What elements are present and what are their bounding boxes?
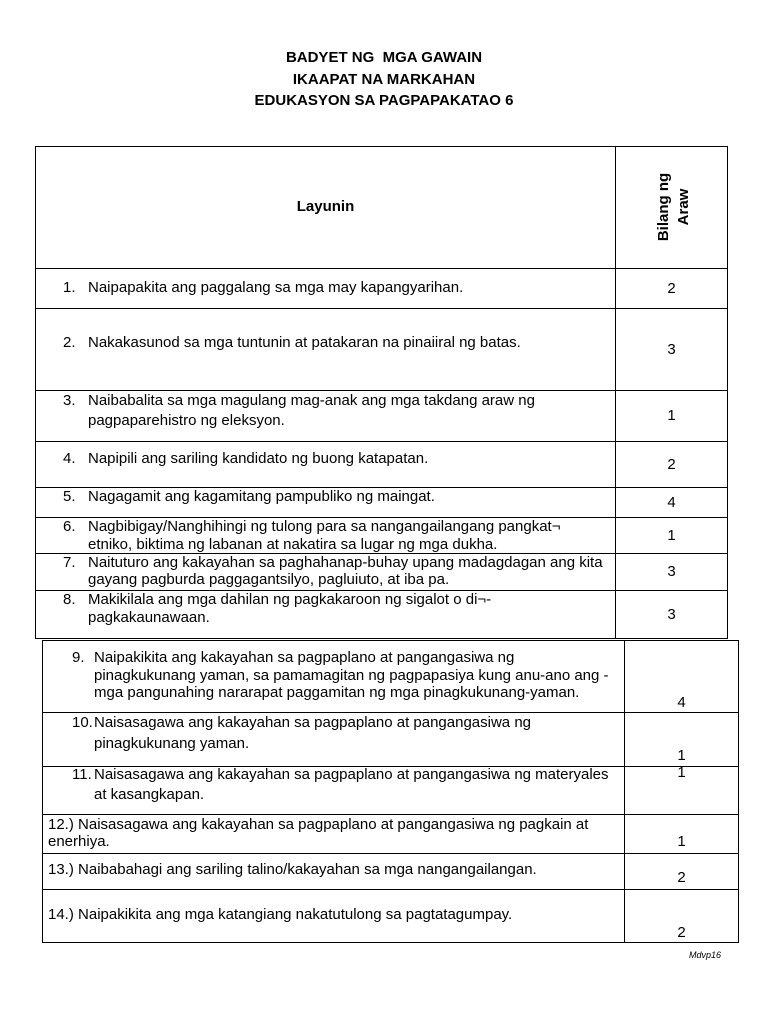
days-column-header bbox=[654, 173, 694, 241]
objective-text bbox=[48, 816, 588, 850]
days-value: 3 bbox=[667, 563, 676, 580]
item-number: 3. bbox=[63, 392, 76, 409]
days-value: 1 bbox=[677, 833, 686, 850]
table-row bbox=[42, 814, 739, 854]
days-value: 2 bbox=[667, 455, 676, 473]
days-cell bbox=[615, 391, 727, 441]
subtitle-line: IKAAPAT NA MARKAHAN bbox=[292, 70, 476, 88]
item-number: 6. bbox=[63, 518, 76, 535]
objective-text bbox=[88, 488, 435, 506]
objective-text bbox=[88, 591, 491, 627]
activity-budget-table-part-1 bbox=[35, 146, 728, 639]
objective-text-line: etniko, biktima ng labanan at nakatira sa lugar ng mga dukha. bbox=[88, 536, 498, 553]
days-value: 4 bbox=[677, 694, 686, 711]
days-cell bbox=[615, 269, 727, 308]
item-number: 13.) bbox=[48, 861, 74, 878]
document-code: Mdvp16 bbox=[689, 950, 722, 960]
days-value: 3 bbox=[667, 340, 676, 358]
objective-text-line: Naipapakita ang paggalang sa mga may kapangyarihan. bbox=[88, 279, 464, 296]
table-row bbox=[35, 553, 728, 591]
objective-text-line: Nakakasunod sa mga tuntunin at patakaran na pinaiiral ng batas. bbox=[88, 334, 521, 351]
objective-text-content: Naisasagawa ang kakayahan sa pagpaplano at pangangasiwa ng pagkain at bbox=[78, 816, 589, 833]
days-cell bbox=[615, 309, 727, 390]
days-header-line: Bilang ng bbox=[655, 172, 672, 242]
table-row bbox=[42, 766, 739, 815]
objective-text-line: pagkakaunawaan. bbox=[88, 609, 210, 626]
table-row bbox=[42, 853, 739, 890]
days-value: 1 bbox=[667, 526, 676, 544]
days-cell bbox=[615, 518, 727, 553]
days-cell bbox=[624, 890, 738, 942]
objective-text-line bbox=[48, 861, 537, 879]
objective-text bbox=[88, 518, 560, 554]
objective-text-content: Naibabahagi ang sariling talino/kakayahan sa mga nangangailangan. bbox=[78, 861, 537, 878]
objective-text-line: Naisasagawa ang kakayahan sa pagpaplano at pangangasiwa ng materyales bbox=[94, 766, 609, 783]
table-row bbox=[35, 268, 728, 309]
item-number: 8. bbox=[63, 591, 76, 608]
objective-text-line: pinagkukunang yaman, sa pamamagitan ng pagpapasiya kung anu-ano ang - bbox=[94, 666, 609, 684]
objective-text bbox=[94, 649, 609, 702]
table-row bbox=[42, 712, 739, 767]
objective-text-line bbox=[48, 816, 588, 833]
objective-text-line bbox=[48, 906, 512, 924]
objective-text-line: pinagkukunang yaman. bbox=[94, 735, 250, 752]
objective-text bbox=[88, 391, 535, 431]
objective-text-line: at kasangkapan. bbox=[94, 786, 205, 803]
item-number: 14.) bbox=[48, 906, 74, 923]
objective-text-line: Naisasagawa ang kakayahan sa pagpaplano at pangangasiwa ng bbox=[94, 714, 531, 731]
objective-text-line: Nagagamit ang kagamitang pampubliko ng maingat. bbox=[88, 488, 435, 505]
objective-text-line: Naituturo ang kakayahan sa paghahanap-buhay upang madagdagan ang kita bbox=[88, 554, 603, 571]
table-row bbox=[35, 308, 728, 391]
table-row bbox=[42, 889, 739, 943]
objective-text bbox=[48, 906, 512, 924]
item-number: 7. bbox=[63, 554, 76, 571]
table-row bbox=[35, 590, 728, 639]
days-cell bbox=[615, 554, 727, 590]
days-value: 2 bbox=[677, 924, 686, 941]
table-row bbox=[35, 441, 728, 488]
days-cell bbox=[615, 591, 727, 638]
objective-text-line: enerhiya. bbox=[48, 833, 110, 850]
title-line: BADYET NG MGA GAWAIN bbox=[285, 49, 483, 66]
item-number: 10. bbox=[72, 714, 93, 731]
table-row bbox=[42, 640, 739, 713]
item-number: 5. bbox=[63, 488, 76, 505]
table-row bbox=[35, 487, 728, 518]
item-number: 2. bbox=[63, 334, 76, 351]
days-cell bbox=[615, 488, 727, 517]
item-number: 11. bbox=[72, 766, 92, 783]
table-row bbox=[35, 517, 728, 554]
item-number: 1. bbox=[63, 279, 76, 296]
days-value: 1 bbox=[667, 407, 676, 424]
days-value: 2 bbox=[667, 279, 676, 297]
objective-text bbox=[88, 279, 463, 297]
subject-line: EDUKASYON SA PAGPAPAKATAO 6 bbox=[254, 92, 514, 109]
item-number: 12.) bbox=[48, 816, 74, 833]
objective-text bbox=[94, 712, 531, 754]
table-row bbox=[35, 390, 728, 442]
table-header-row bbox=[35, 146, 728, 269]
days-cell bbox=[624, 641, 738, 712]
days-cell bbox=[615, 442, 727, 487]
objective-text-content: Naipakikita ang mga katangiang nakatutulong sa pagtatagumpay. bbox=[78, 906, 513, 923]
objective-text-line: mga pangunahing nararapat paggamitan ng mga pinagkukunang-yaman. bbox=[94, 684, 580, 701]
objective-text-line: gayang pagburda paggagantsilyo, pagluiuto, at iba pa. bbox=[88, 571, 450, 588]
objective-text bbox=[94, 765, 609, 805]
activity-budget-table-part-2 bbox=[42, 640, 739, 943]
objective-text-line: Makikilala ang mga dahilan ng pagkakaroon ng sigalot o di¬- bbox=[88, 591, 492, 608]
objective-text bbox=[48, 861, 537, 879]
days-column-header-cell bbox=[615, 147, 727, 268]
document-title bbox=[0, 47, 768, 112]
objective-text-line: Napipili ang sariling kandidato ng buong katapatan. bbox=[88, 450, 429, 467]
days-value: 1 bbox=[677, 764, 686, 781]
days-cell bbox=[624, 815, 738, 853]
objective-text bbox=[88, 334, 521, 352]
days-value: 1 bbox=[677, 747, 686, 764]
objective-text-line: Naipakikita ang kakayahan sa pagpaplano at pangangasiwa ng bbox=[94, 649, 515, 666]
objective-column-header: Layunin bbox=[296, 198, 355, 215]
objective-text-line: pagpaparehistro ng eleksyon. bbox=[88, 412, 285, 429]
item-number: 9. bbox=[72, 649, 85, 666]
days-value: 2 bbox=[677, 869, 686, 886]
days-cell bbox=[624, 854, 738, 889]
days-header-line: Araw bbox=[675, 188, 692, 226]
objective-text-line: Naibabalita sa mga magulang mag-anak ang mga takdang araw ng bbox=[88, 392, 535, 409]
item-number: 4. bbox=[63, 450, 76, 467]
objective-text bbox=[88, 554, 603, 588]
objective-text-line: Nagbibigay/Nanghihingi ng tulong para sa nangangailangang pangkat¬ bbox=[88, 518, 561, 535]
objective-text bbox=[88, 450, 428, 468]
days-value: 3 bbox=[667, 605, 676, 623]
days-cell bbox=[624, 713, 738, 766]
days-cell bbox=[624, 764, 738, 814]
days-value: 4 bbox=[667, 493, 676, 511]
